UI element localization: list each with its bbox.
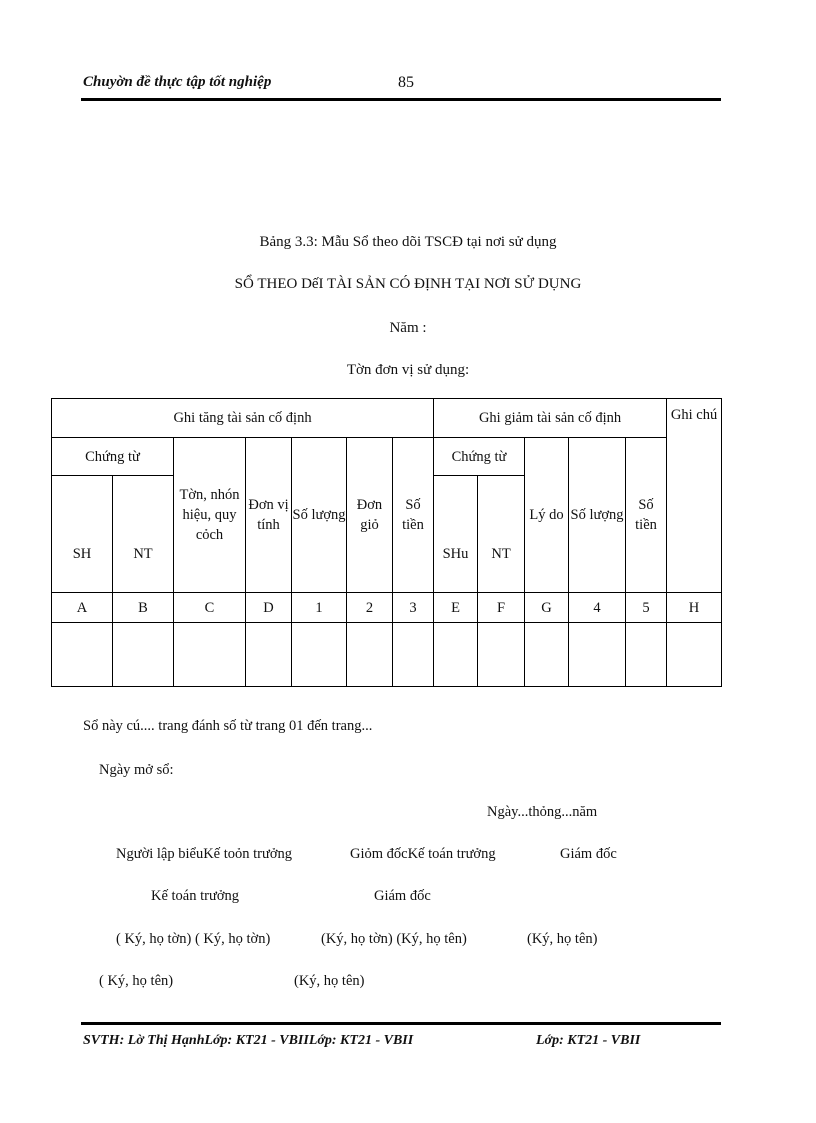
- code-cell: 1: [292, 593, 347, 623]
- code-cell: E: [434, 593, 478, 623]
- code-cell: 4: [569, 593, 626, 623]
- signature-placeholder: (Ký, họ tên): [294, 973, 365, 989]
- empty-cell: [626, 623, 667, 687]
- signature-placeholder: ( Ký, họ tờn) ( Ký, họ tờn): [116, 931, 271, 947]
- footer-rule: [81, 1022, 721, 1025]
- empty-cell: [113, 623, 174, 687]
- signature-placeholder: (Ký, họ tên): [527, 931, 598, 947]
- code-cell: D: [246, 593, 292, 623]
- col-unit-header: Đơn vị tính: [246, 438, 292, 593]
- code-cell: 5: [626, 593, 667, 623]
- code-cell: H: [667, 593, 722, 623]
- year-line: Năm :: [389, 320, 427, 336]
- col-qty2-header: Số lượng: [569, 438, 626, 593]
- empty-cell: [174, 623, 246, 687]
- running-header-title: Chuyờn đề thực tập tốt nghiệp: [83, 74, 272, 90]
- unit-line: Tờn đơn vị sử dụng:: [346, 362, 470, 378]
- code-cell: C: [174, 593, 246, 623]
- empty-cell: [667, 623, 722, 687]
- empty-cell: [393, 623, 434, 687]
- note-header: Ghi chú: [667, 399, 722, 593]
- signature-title-director-2: Giám đốc: [560, 846, 617, 862]
- col-sh-header: SH: [52, 476, 113, 593]
- col-amount-header: Số tiền: [393, 438, 434, 593]
- code-cell: G: [525, 593, 569, 623]
- table-caption: Bảng 3.3: Mẫu Sổ theo dõi TSCĐ tại nơi sử dụng: [259, 234, 557, 250]
- footer-class: Lớp: KT21 - VBII: [536, 1033, 641, 1048]
- code-cell: A: [52, 593, 113, 623]
- code-cell: 2: [347, 593, 393, 623]
- pages-note: Sổ này cú.... trang đánh số từ trang 01 đến trang...: [83, 718, 373, 734]
- empty-cell: [292, 623, 347, 687]
- signature-placeholder: (Ký, họ tờn) (Ký, họ tên): [321, 931, 467, 947]
- voucher-header: Chứng từ: [52, 438, 174, 476]
- col-amount2-header: Số tiền: [626, 438, 667, 593]
- col-price-header: Đơn giỏ: [347, 438, 393, 593]
- empty-cell: [478, 623, 525, 687]
- code-cell: 3: [393, 593, 434, 623]
- signature-placeholder: ( Ký, họ tên): [99, 973, 174, 989]
- empty-cell: [434, 623, 478, 687]
- ledger-heading: SỔ THEO DếI TÀI SẢN CÓ ĐỊNH TẠI NƠI SỬ DỤNG: [234, 276, 582, 292]
- signature-title-chief-accountant: Kế toán trưởng: [151, 888, 240, 904]
- col-shu-header: SHu: [434, 476, 478, 593]
- signing-date-line: Ngày...thỏng...năm: [487, 804, 598, 820]
- code-cell: F: [478, 593, 525, 623]
- group-decrease-header: Ghi giảm tài sản cố định: [434, 399, 667, 438]
- empty-cell: [569, 623, 626, 687]
- empty-cell: [52, 623, 113, 687]
- page-number: 85: [398, 74, 414, 91]
- col-nt2-header: NT: [478, 476, 525, 593]
- signature-title-director-3: Giám đốc: [374, 888, 431, 904]
- ledger-table: [51, 398, 722, 687]
- group-increase-header: Ghi tăng tài sản cố định: [52, 399, 434, 438]
- code-cell: B: [113, 593, 174, 623]
- col-nt-header: NT: [113, 476, 174, 593]
- col-qty-header: Số lượng: [292, 438, 347, 593]
- empty-cell: [525, 623, 569, 687]
- opened-date-line: Ngày mở sổ:: [99, 762, 174, 778]
- empty-cell: [347, 623, 393, 687]
- col-reason-header: Lý do: [525, 438, 569, 593]
- signature-title-director: Giỏm đốcKế toán trưởng: [350, 846, 496, 862]
- signature-title-preparer: Người lập biểuKế toỏn trưởng: [116, 846, 293, 862]
- header-rule: [81, 98, 721, 101]
- footer-student: SVTH: Lờ Thị HạnhLớp: KT21 - VBIILớp: KT21 - VBII: [83, 1033, 414, 1048]
- col-name-header: Tờn, nhón hiệu, quy cỏch: [174, 438, 246, 593]
- voucher-decrease-header: Chứng từ: [434, 438, 525, 476]
- empty-cell: [246, 623, 292, 687]
